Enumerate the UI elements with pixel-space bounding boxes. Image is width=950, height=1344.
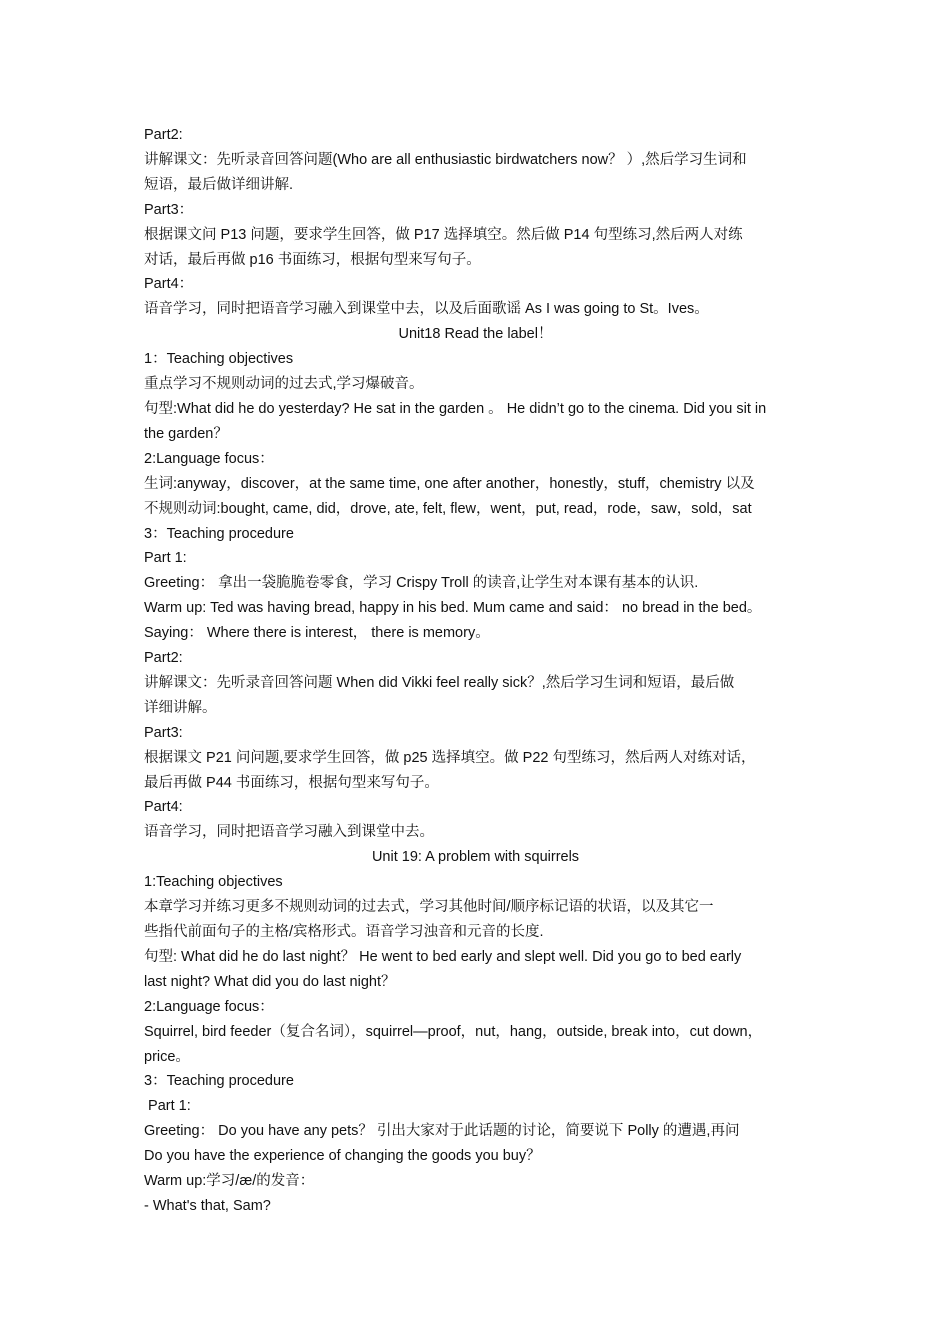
section-heading: 2:Language focus： xyxy=(144,450,274,467)
unit-title: Unit 19: A problem with squirrels xyxy=(371,849,580,866)
section-heading: 3：Teaching procedure xyxy=(144,525,294,542)
paragraph-line: the garden？ xyxy=(144,425,228,442)
section-heading: Part3: xyxy=(144,724,183,741)
section-heading: 2:Language focus： xyxy=(144,998,274,1015)
paragraph-line: 根据课文 P21 问问题,要求学生回答，做 p25 选择填空。做 P22 句型练习，然后两人对练对话， xyxy=(144,749,756,766)
paragraph-line: 讲解课文：先听录音回答问题(Who are all enthusiastic birdwatchers now？ ）,然后学习生词和 xyxy=(144,151,747,168)
section-heading: Part4: xyxy=(144,799,183,816)
paragraph-line: 生词:anyway，discover，at the same time, one after another，honestly，stuff，chemistry 以及 xyxy=(144,475,755,492)
paragraph-line: 根据课文问 P13 问题，要求学生回答，做 P17 选择填空。然后做 P14 句型练习,然后两人对练 xyxy=(144,226,743,243)
paragraph-line: 不规则动词:bought, came, did，drove, ate, felt, flew，went，put, read，rode，saw，sold，sat xyxy=(144,500,752,517)
paragraph-line: Warm up:学习/æ/的发音： xyxy=(144,1173,315,1190)
paragraph-line: Do you have the experience of changing the goods you buy？ xyxy=(144,1148,541,1165)
paragraph-line: 详细讲解。 xyxy=(144,699,217,716)
paragraph-line: 最后再做 P44 书面练习，根据句型来写句子。 xyxy=(144,774,439,791)
paragraph-line: 语音学习，同时把语音学习融入到课堂中去。 xyxy=(144,824,434,841)
section-heading: Part2: xyxy=(144,650,183,667)
paragraph-line: - What's that, Sam? xyxy=(144,1197,271,1214)
section-heading: Part2: xyxy=(144,127,183,143)
paragraph-line: 句型:What did he do yesterday? He sat in the garden 。 He didn’t go to the cinema. Did you sit in xyxy=(144,400,767,417)
section-heading: Part3： xyxy=(144,201,194,218)
section-heading: Part4： xyxy=(144,276,194,293)
paragraph-line: Saying： Where there is interest， there is memory。 xyxy=(144,625,490,642)
paragraph-line: 本章学习并练习更多不规则动词的过去式，学习其他时间/顺序标记语的状语，以及其它一 xyxy=(144,899,714,916)
document-page xyxy=(144,123,807,1219)
paragraph-line: Squirrel, bird feeder（复合名词），squirrel—proof，nut，hang，outside, break into，cut down， xyxy=(144,1023,763,1040)
paragraph-line: 短语，最后做详细讲解. xyxy=(144,176,294,193)
paragraph-line: 讲解课文：先听录音回答问题 When did Vikki feel really sick？,然后学习生词和短语，最后做 xyxy=(144,674,735,691)
section-heading: 3：Teaching procedure xyxy=(144,1073,294,1090)
paragraph-line: Greeting： Do you have any pets？ 引出大家对于此话题的讨论，简要说下 Polly 的遭遇,再问 xyxy=(144,1123,740,1140)
paragraph-line: 句型: What did he do last night？ He went to bed early and slept well. Did you go to bed early xyxy=(144,948,742,965)
paragraph-line: 重点学习不规则动词的过去式,学习爆破音。 xyxy=(144,376,424,393)
paragraph-line: Warm up: Ted was having bread, happy in his bed. Mum came and said： no bread in the bed。 xyxy=(144,600,762,617)
section-heading: Part 1: xyxy=(144,1098,191,1115)
paragraph-line: 些指代前面句子的主格/宾格形式。语音学习浊音和元音的长度. xyxy=(144,924,544,940)
paragraph-line: last night? What did you do last night？ xyxy=(144,973,396,990)
paragraph-line: 语音学习，同时把语音学习融入到课堂中去，以及后面歌谣 As I was going to St。Ives。 xyxy=(144,301,709,318)
unit-title: Unit18 Read the label！ xyxy=(398,326,553,343)
section-heading: Part 1: xyxy=(144,550,187,567)
paragraph-line: 对话，最后再做 p16 书面练习，根据句型来写句子。 xyxy=(144,251,481,268)
paragraph-line: Greeting： 拿出一袋脆脆卷零食，学习 Crispy Troll 的读音,让学生对本课有基本的认识. xyxy=(144,575,699,592)
section-heading: 1：Teaching objectives xyxy=(144,351,294,368)
section-heading: 1:Teaching objectives xyxy=(144,874,283,891)
paragraph-line: price。 xyxy=(144,1048,190,1065)
